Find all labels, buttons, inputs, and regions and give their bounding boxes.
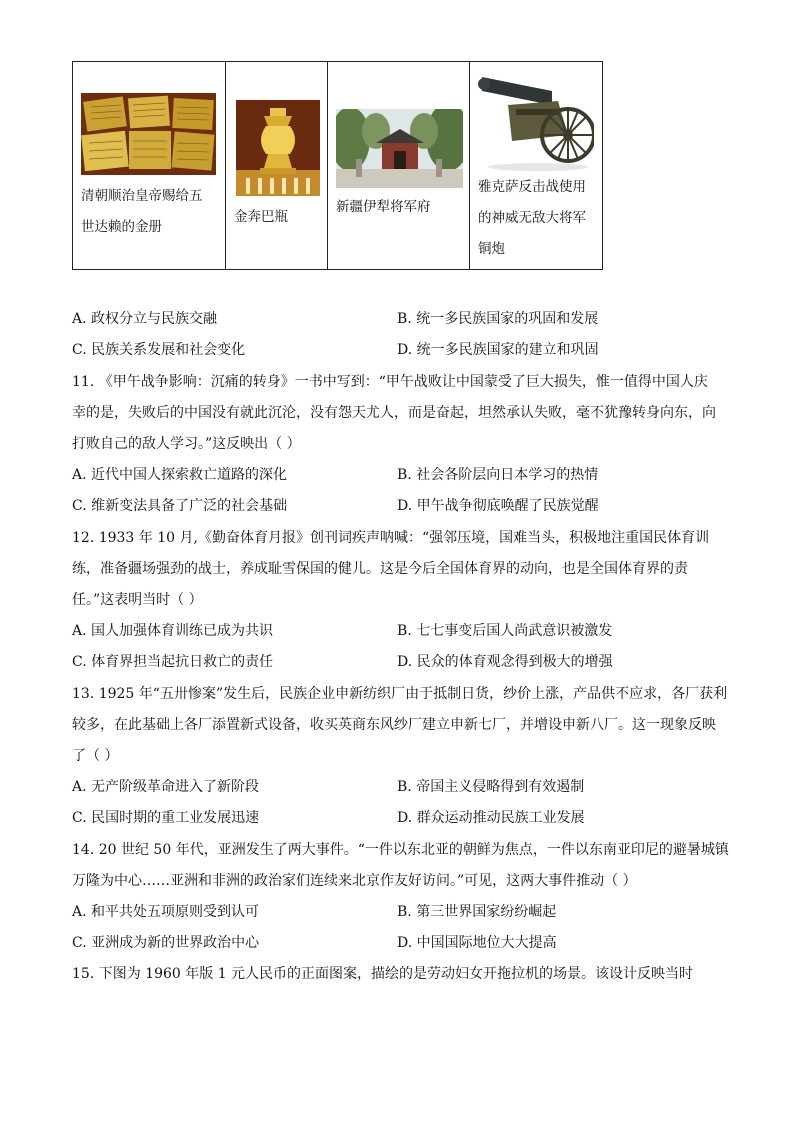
q15-stem-line1: 15. 下图为 1960 年版 1 元人民币的正面图案，描绘的是劳动妇女开拖拉机的场景。该设计反映当时 (72, 966, 694, 982)
q12-stem-line2: 练，准备疆场强劲的战士，养成耻雪保国的健儿。这是今后全国体育界的动向，也是全国体育界的责 (72, 561, 688, 577)
q12-option-c: C. 体育界担当起抗日救亡的责任 (72, 654, 274, 670)
q14-option-b: B. 第三世界国家纷纷崛起 (397, 904, 557, 920)
q10-option-c: C. 民族关系发展和社会变化 (72, 342, 246, 358)
caption-bronze-cannon-line2: 的神威无敌大将军 (478, 210, 586, 226)
q12-stem-line1: 12. 1933 年 10 月,《勤奋体育月报》创刊词疾声呐喊：“强邻压境，国难当头，积极地注重国民体育训 (72, 530, 710, 546)
caption-ili-mansion: 新疆伊犁将军府 (336, 199, 431, 215)
q12-option-a: A. 国人加强体育训练已成为共识 (72, 623, 274, 639)
q11-stem-line3: 打败自己的敌人学习。”这反映出（ ） (72, 436, 301, 452)
q11-option-d: D. 甲午战争彻底唤醒了民族觉醒 (397, 498, 599, 514)
q13-stem-line3: 了（ ） (72, 748, 119, 764)
q13-option-d: D. 群众运动推动民族工业发展 (397, 810, 585, 826)
golden-urn-image (236, 100, 320, 196)
q14-option-c: C. 亚洲成为新的世界政治中心 (72, 935, 260, 951)
q12-option-b: B. 七七事变后国人尚武意识被激发 (397, 623, 613, 639)
caption-golden-book-line2: 世达赖的金册 (81, 219, 162, 235)
table-cell-ili-mansion (328, 62, 470, 270)
q11-option-b: B. 社会各阶层向日本学习的热情 (397, 467, 599, 483)
q10-option-b: B. 统一多民族国家的巩固和发展 (397, 311, 599, 327)
caption-bronze-cannon-line3: 铜炮 (478, 241, 505, 257)
q12-stem-line3: 任。”这表明当时（ ） (72, 592, 203, 608)
table-cell-golden-urn (226, 62, 328, 270)
q14-stem-line1: 14. 20 世纪 50 年代，亚洲发生了两大事件。“一件以东北亚的朝鲜为焦点，一件以东南亚印尼的避暑城镇 (72, 842, 729, 858)
q14-option-d: D. 中国国际地位大大提高 (397, 935, 557, 951)
q11-option-c: C. 维新变法具备了广泛的社会基础 (72, 498, 288, 514)
q12-option-d: D. 民众的体育观念得到极大的增强 (397, 654, 613, 670)
artifact-table (72, 61, 603, 270)
q11-stem-line1: 11. 《甲午战争影响：沉痛的转身》一书中写到：“甲午战败让中国蒙受了巨大损失，惟一值得中国人庆 (72, 374, 708, 390)
q13-stem-line2: 较多，在此基础上各厂添置新式设备，收买英商东风纱厂建立申新七厂，并增设申新八厂。这一现象反映 (72, 717, 716, 733)
q13-option-b: B. 帝国主义侵略得到有效遏制 (397, 779, 585, 795)
q10-option-a: A. 政权分立与民族交融 (72, 311, 218, 327)
caption-golden-book-line1: 清朝顺治皇帝赐给五 (81, 188, 203, 204)
q14-stem-line2: 万隆为中心……亚洲和非洲的政治家们连续来北京作友好访问。”可见，这两大事件推动（ ） (72, 873, 637, 889)
table-cell-bronze-cannon (470, 62, 603, 270)
golden-book-image (81, 93, 216, 175)
bronze-cannon-image (478, 69, 594, 173)
ili-general-mansion-image (336, 109, 463, 188)
table-cell-golden-book (73, 62, 226, 270)
q14-option-a: A. 和平共处五项原则受到认可 (72, 904, 260, 920)
q13-option-a: A. 无产阶级革命进入了新阶段 (72, 779, 260, 795)
q13-option-c: C. 民国时期的重工业发展迅速 (72, 810, 260, 826)
q13-stem-line1: 13. 1925 年“五卅惨案”发生后，民族企业申新纺织厂由于抵制日货，纱价上涨，产品供不应求，各厂获利 (72, 686, 728, 702)
q11-stem-line2: 幸的是，失败后的中国没有就此沉沦，没有怨天尤人，而是奋起，坦然承认失败，毫不犹豫转身向东，向 (72, 405, 716, 421)
caption-golden-urn: 金奔巴瓶 (234, 209, 288, 225)
q11-option-a: A. 近代中国人探索救亡道路的深化 (72, 467, 288, 483)
q10-option-d: D. 统一多民族国家的建立和巩固 (397, 342, 599, 358)
caption-bronze-cannon-line1: 雅克萨反击战使用 (478, 179, 586, 195)
